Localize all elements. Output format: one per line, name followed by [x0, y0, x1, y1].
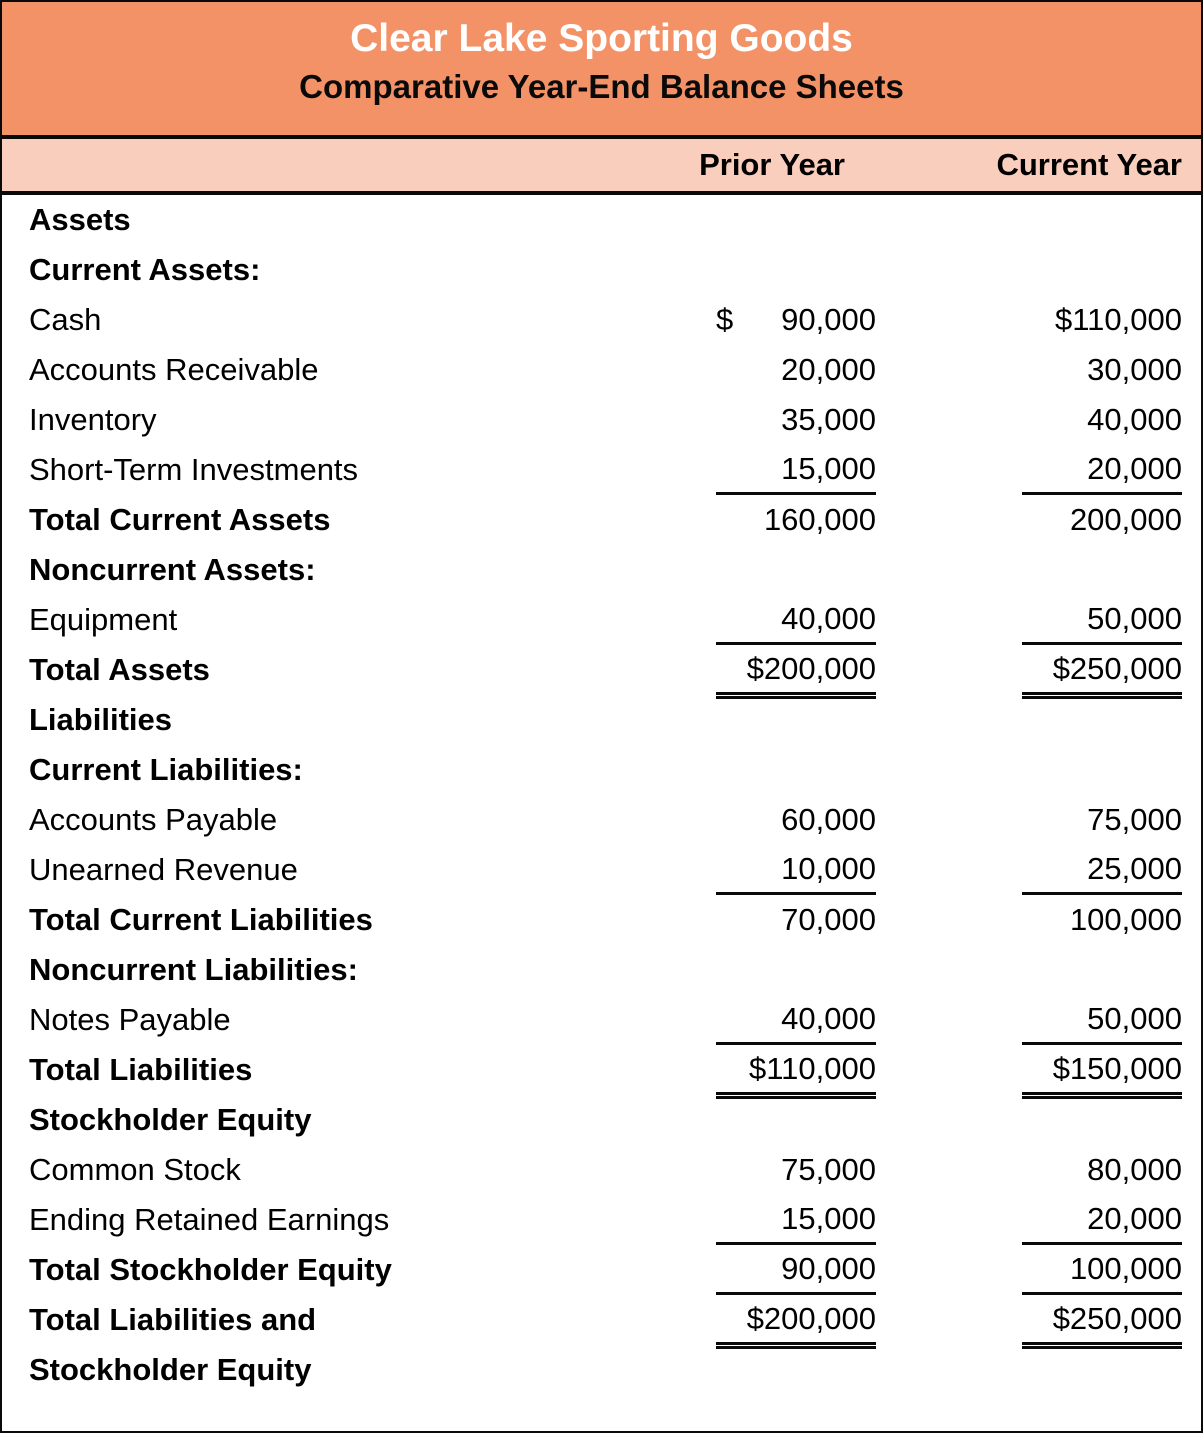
prior-year-value [716, 1345, 876, 1395]
prior-year-value [716, 1195, 876, 1245]
amount: 90,000 [781, 302, 876, 337]
row-label: Accounts Payable [29, 802, 278, 837]
column-spacer [876, 245, 1022, 295]
amount: 100,000 [1069, 1250, 1182, 1286]
table-row [2, 595, 1201, 645]
table-row [2, 295, 1201, 345]
row-label: Total Current Assets [29, 502, 331, 537]
table-row [2, 395, 1201, 445]
amount: 40,000 [781, 600, 876, 636]
amount: $250,000 [1052, 1300, 1182, 1336]
currency-symbol: $ [716, 302, 734, 337]
current-year-value [1022, 695, 1182, 745]
right-margin-spacer [1182, 1145, 1201, 1195]
row-label: Current Assets: [29, 252, 261, 287]
current-year-value [1022, 395, 1182, 445]
table-row [2, 545, 1201, 595]
column-spacer [876, 945, 1022, 995]
right-margin-spacer [1182, 445, 1201, 495]
right-margin-spacer [1182, 895, 1201, 945]
prior-year-value [716, 245, 876, 295]
column-spacer [876, 345, 1022, 395]
right-margin-spacer [1182, 1045, 1201, 1095]
column-header-band [2, 139, 1201, 195]
prior-year-value [716, 695, 876, 745]
table-row [2, 895, 1201, 945]
right-margin-spacer [1182, 1295, 1201, 1345]
right-margin-spacer [1182, 495, 1201, 545]
row-label: Short-Term Investments [29, 452, 359, 487]
table-row [2, 995, 1201, 1045]
column-spacer [876, 195, 1022, 245]
row-label: Total Liabilities and [29, 1302, 317, 1337]
row-label: Unearned Revenue [29, 852, 298, 887]
prior-year-value [716, 295, 876, 345]
current-year-value [1022, 895, 1182, 945]
amount: 100,000 [1069, 902, 1182, 937]
amount: 75,000 [781, 1152, 876, 1187]
table-row [2, 645, 1201, 695]
right-margin-spacer [1182, 1095, 1201, 1145]
column-spacer [876, 795, 1022, 845]
amount: $200,000 [746, 650, 876, 686]
amount: $150,000 [1052, 1050, 1182, 1086]
right-margin-spacer [1182, 845, 1201, 895]
current-year-value [1022, 995, 1182, 1045]
right-margin-spacer [1182, 795, 1201, 845]
current-year-value [1022, 1245, 1182, 1295]
prior-year-value [716, 1095, 876, 1145]
prior-year-value [716, 545, 876, 595]
row-label: Cash [29, 302, 102, 337]
prior-year-value [716, 1145, 876, 1195]
column-spacer [876, 445, 1022, 495]
table-row [2, 745, 1201, 795]
column-spacer [876, 495, 1022, 545]
row-label: Common Stock [29, 1152, 241, 1187]
right-margin-spacer [1182, 945, 1201, 995]
current-year-value [1022, 1295, 1182, 1345]
table-row [2, 1095, 1201, 1145]
column-spacer [876, 645, 1022, 695]
row-label: Equipment [29, 602, 178, 637]
current-year-value [1022, 445, 1182, 495]
current-year-value [1022, 1145, 1182, 1195]
row-label: Stockholder Equity [29, 1102, 312, 1137]
right-margin-spacer [1182, 695, 1201, 745]
amount: 90,000 [781, 1250, 876, 1286]
prior-year-value [716, 845, 876, 895]
column-spacer [876, 1145, 1022, 1195]
statement-title: Comparative Year-End Balance Sheets [299, 68, 904, 105]
current-year-value [1022, 1045, 1182, 1095]
amount: 15,000 [781, 1200, 876, 1236]
current-year-value [1022, 345, 1182, 395]
current-year-value [1022, 245, 1182, 295]
column-spacer [876, 1295, 1022, 1345]
column-spacer [876, 545, 1022, 595]
amount: $250,000 [1052, 650, 1182, 686]
right-margin-spacer [1182, 595, 1201, 645]
column-spacer [876, 1045, 1022, 1095]
row-label: Notes Payable [29, 1002, 231, 1037]
amount: 60,000 [781, 802, 876, 837]
row-label: Total Liabilities [29, 1052, 253, 1087]
amount: 50,000 [1087, 600, 1182, 636]
current-year-value [1022, 945, 1182, 995]
prior-year-value [716, 495, 876, 545]
table-row [2, 345, 1201, 395]
right-margin-spacer [1182, 745, 1201, 795]
right-margin-spacer [1182, 295, 1201, 345]
column-spacer [876, 995, 1022, 1045]
amount: 20,000 [781, 352, 876, 387]
current-year-value [1022, 545, 1182, 595]
column-spacer [876, 1195, 1022, 1245]
current-year-value [1022, 495, 1182, 545]
right-margin-spacer [1182, 195, 1201, 245]
table-row [2, 1295, 1201, 1345]
row-label: Stockholder Equity [29, 1352, 312, 1387]
row-label: Total Assets [29, 652, 210, 687]
company-name: Clear Lake Sporting Goods [350, 17, 853, 60]
right-margin-spacer [1182, 1245, 1201, 1295]
column-header-prior-year: Prior Year [699, 147, 845, 182]
amount: 10,000 [781, 850, 876, 886]
table-row [2, 695, 1201, 745]
right-margin-spacer [1182, 545, 1201, 595]
row-label: Noncurrent Liabilities: [29, 952, 358, 987]
table-row [2, 845, 1201, 895]
amount: 200,000 [1069, 502, 1182, 537]
prior-year-value [716, 1295, 876, 1345]
current-year-value [1022, 795, 1182, 845]
column-spacer [876, 695, 1022, 745]
row-label: Total Current Liabilities [29, 902, 373, 937]
amount: 40,000 [1087, 402, 1182, 437]
prior-year-value [716, 795, 876, 845]
current-year-value [1022, 1095, 1182, 1145]
column-spacer [876, 845, 1022, 895]
table-row [2, 945, 1201, 995]
amount: $200,000 [746, 1300, 876, 1336]
row-label: Accounts Receivable [29, 352, 319, 387]
column-spacer [876, 1095, 1022, 1145]
amount: 75,000 [1087, 802, 1182, 837]
amount: 70,000 [781, 902, 876, 937]
row-label: Total Stockholder Equity [29, 1252, 392, 1287]
current-year-value [1022, 595, 1182, 645]
prior-year-value [716, 345, 876, 395]
table-row [2, 1145, 1201, 1195]
right-margin-spacer [1182, 395, 1201, 445]
table-row [2, 795, 1201, 845]
current-year-value [1022, 645, 1182, 695]
table-row [2, 1045, 1201, 1095]
current-year-value [1022, 745, 1182, 795]
row-label: Noncurrent Assets: [29, 552, 316, 587]
right-margin-spacer [1182, 345, 1201, 395]
column-spacer [876, 745, 1022, 795]
row-label: Liabilities [29, 702, 172, 737]
table-row [2, 1245, 1201, 1295]
prior-year-value [716, 745, 876, 795]
table-row [2, 1345, 1201, 1395]
prior-year-value [716, 995, 876, 1045]
column-spacer [876, 1345, 1022, 1395]
right-margin-spacer [1182, 645, 1201, 695]
row-label: Inventory [29, 402, 157, 437]
amount: 35,000 [781, 402, 876, 437]
title-band [2, 2, 1201, 139]
amount: 15,000 [781, 450, 876, 486]
current-year-value [1022, 1345, 1182, 1395]
prior-year-value [716, 945, 876, 995]
prior-year-value [716, 395, 876, 445]
current-year-value [1022, 1195, 1182, 1245]
column-spacer [876, 1245, 1022, 1295]
table-row [2, 195, 1201, 245]
row-label: Current Liabilities: [29, 752, 303, 787]
amount: 40,000 [781, 1000, 876, 1036]
table-row [2, 1195, 1201, 1245]
amount: $110,000 [749, 1050, 876, 1086]
amount: 160,000 [763, 502, 876, 537]
column-spacer [876, 295, 1022, 345]
prior-year-value [716, 895, 876, 945]
current-year-value [1022, 195, 1182, 245]
right-margin-spacer [1182, 1195, 1201, 1245]
right-margin-spacer [1182, 1345, 1201, 1395]
column-spacer [876, 395, 1022, 445]
current-year-value [1022, 845, 1182, 895]
right-margin-spacer [1182, 245, 1201, 295]
prior-year-value [716, 445, 876, 495]
amount: 50,000 [1087, 1000, 1182, 1036]
right-margin-spacer [1182, 995, 1201, 1045]
table-row [2, 445, 1201, 495]
amount: 20,000 [1087, 1200, 1182, 1236]
amount: 25,000 [1087, 850, 1182, 886]
amount: 30,000 [1087, 352, 1182, 387]
prior-year-value [716, 195, 876, 245]
column-header-current-year: Current Year [996, 147, 1182, 182]
amount: $110,000 [1055, 302, 1182, 337]
row-label: Ending Retained Earnings [29, 1202, 390, 1237]
amount: 80,000 [1087, 1152, 1182, 1187]
current-year-value [1022, 295, 1182, 345]
table-row [2, 495, 1201, 545]
prior-year-value [716, 1245, 876, 1295]
row-label: Assets [29, 202, 131, 237]
statement-body [2, 195, 1201, 1395]
prior-year-value [716, 595, 876, 645]
column-spacer [876, 595, 1022, 645]
prior-year-value [716, 1045, 876, 1095]
amount: 20,000 [1087, 450, 1182, 486]
column-spacer [876, 895, 1022, 945]
prior-year-value [716, 645, 876, 695]
table-row [2, 245, 1201, 295]
